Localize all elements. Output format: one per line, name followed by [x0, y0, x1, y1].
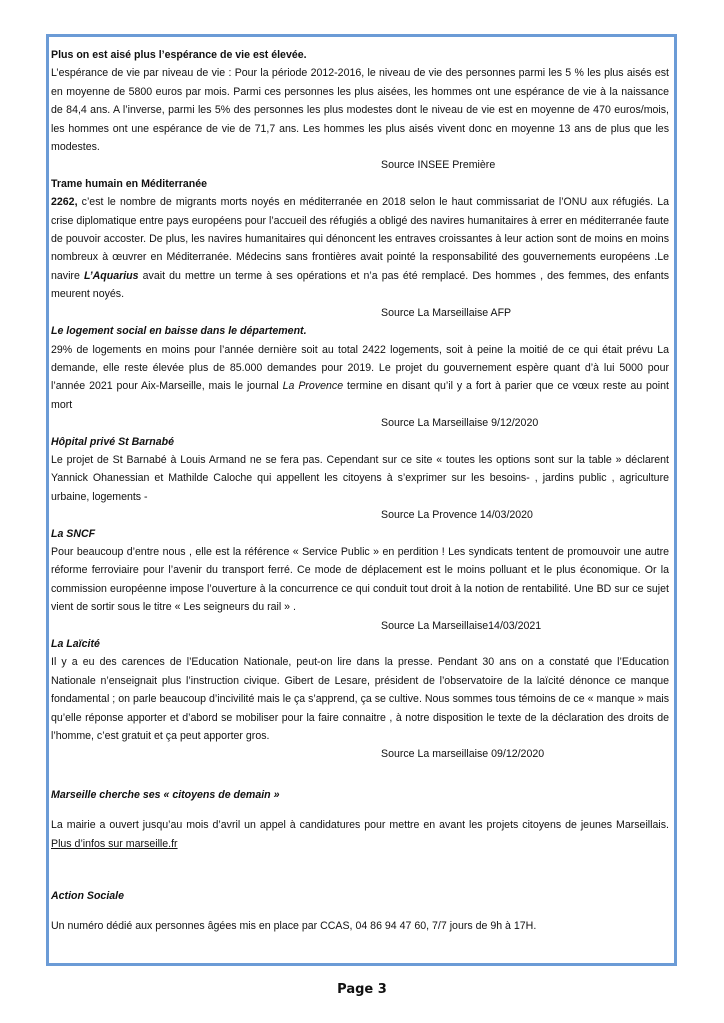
spacer — [51, 905, 669, 917]
article-title: La SNCF — [51, 527, 96, 540]
article-source: Source La Marseillaise14/03/2021 — [381, 619, 542, 632]
article-social-housing — [51, 322, 669, 432]
article-laicite — [51, 635, 669, 764]
article-body: Le projet de St Barnabé à Louis Armand ne se fera pas. Cependant sur ce site « toutes les options sont sur la table » déclarent Yannick Ohanessian et Mathilde Caloche qui appellent les citoyens à s’exprimer sur les besoins- , jardins public , agriculture urbaine, logements - — [51, 453, 669, 503]
article-source: Source La Marseillaise 9/12/2020 — [381, 417, 539, 430]
article-body: L’espérance de vie par niveau de vie : Pour la période 2012-2016, le niveau de vie des personnes parmi les 5 % les plus aisés est en moyenne de 5800 euros par mois. Parmi ces personnes les plus aisées, les hommes ont une espérance de vie à la naissance de 84,4 ans. A l’inverse, parmi les 5% des personnes les plus modestes dont le niveau de vie est en moyenne de 470 euros/mois, les hommes ont une espérance de vie de 71,7 ans. Les hommes les plus aisés vivent donc en moyenne 13 ans de plus que les modestes. — [51, 67, 669, 154]
article-citizens — [51, 786, 669, 853]
article-source: Source La Marseillaise AFP — [381, 306, 512, 319]
article-mediterranean — [51, 175, 669, 322]
spacer — [51, 853, 669, 875]
article-body — [51, 341, 669, 415]
article-hospital — [51, 433, 669, 525]
article-body — [51, 816, 669, 853]
article-source: Source La marseillaise 09/12/2020 — [381, 748, 545, 761]
ship-name: L’Aquarius — [83, 269, 139, 282]
article-source: Source La Provence 14/03/2020 — [381, 509, 533, 522]
body-text: 29% de logements en moins pour l’année dernière soit au total 2422 logements, soit à peine la moitié de ce qui était prévu La demande, elle reste élevée plus de 85.000 demandes pour 2019. Le projet du gouvernement espère quant d’à lui 5000 pour l’année 2021 pour Aix-Marseille, mais le journal — [51, 343, 669, 393]
marseille-info-link[interactable]: Plus d’infos sur marseille.fr — [51, 837, 178, 850]
article-life-expectancy — [51, 46, 669, 175]
article-sncf — [51, 525, 669, 635]
body-text: avait du mettre un terme à ses opérations et n’a pas été remplacé. Des hommes , des femmes, des enfants meurent noyés. — [51, 269, 670, 301]
body-text: La mairie a ouvert jusqu’au mois d’avril un appel à candidatures pour mettre en avant les projets citoyens de jeunes Marseillais. — [51, 819, 669, 832]
article-body: Il y a eu des carences de l’Education Nationale, peut-on lire dans la presse. Pendant 30 ans on a constaté que l’Education Nationale n’enseignait plus l’instruction civique. Gibert de Lesare, président de l’observatoire de la laïcité dénonce ce manque fondamental ; on parle beaucoup d’incivilité mais le ça s’apprend, ça se cultive. Nous sommes tous témoins de ce « manque » mais qu’elle réponse apporter et d’abord se mobiliser pour la faire connaitre , à notre disposition le texte de la déclaration des droits de l’homme, c’est gratuit et ça peut apporter gros. — [51, 656, 669, 743]
spacer — [51, 764, 669, 786]
spacer — [51, 804, 669, 816]
article-title: Action Sociale — [51, 890, 124, 903]
article-title: La Laïcité — [51, 638, 100, 650]
article-title: Plus on est aisé plus l’espérance de vie est élevée. — [51, 49, 307, 61]
article-title: Trame humain en Méditerranée — [51, 177, 208, 190]
newsletter-content — [51, 46, 669, 936]
article-body: Pour beaucoup d’entre nous , elle est la référence « Service Public » en perdition ! Les syndicats tentent de promouvoir une autre réforme ferroviaire pour l’avenir du transport ferré. Ce mode de déplacement est le moins polluant et le plus économique. Or la commission européenne impose l’ouverture à la concurrence ce qui conduit tout droit à la notion de rentabilité. Une BD sur ce sujet vient de sortir sous le titre « Les seigneurs du rail » . — [51, 545, 669, 614]
spacer — [51, 875, 669, 887]
article-social-action — [51, 887, 669, 936]
article-title: Marseille cherche ses « citoyens de demain » — [51, 788, 280, 801]
article-title: Hôpital privé St Barnabé — [51, 435, 175, 448]
article-title: Le logement social en baisse dans le département. — [51, 325, 307, 338]
death-count: 2262, — [51, 196, 78, 209]
body-text: c’est le nombre de migrants morts noyés en méditerranée en 2018 selon le haut commissariat de l’ONU aux réfugiés. La crise diplomatique entre pays européens pour l’accueil des réfugiés a obligé des navires humanitaires à errer en méditerranée faute de pouvoir accoster. De plus, les navires humanitaires qui dénoncent les entraves croissantes à leur action sont de moins en moins nombreux à œuvrer en Méditerranée. Médecins sans frontières avait pointé la responsabilité des gouvernements européens .Le navire — [51, 196, 669, 282]
article-source: Source INSEE Première — [381, 159, 496, 172]
journal-name: La Provence — [282, 380, 344, 393]
page-number: Page 3 — [337, 982, 387, 997]
article-body — [51, 193, 669, 303]
body-text: termine en disant qu’il y a fort à parier que ce vœux reste au point mort — [51, 380, 669, 411]
article-body: Un numéro dédié aux personnes âgées mis en place par CCAS, 04 86 94 47 60, 7/7 jours de 9h à 17H. — [51, 920, 537, 933]
